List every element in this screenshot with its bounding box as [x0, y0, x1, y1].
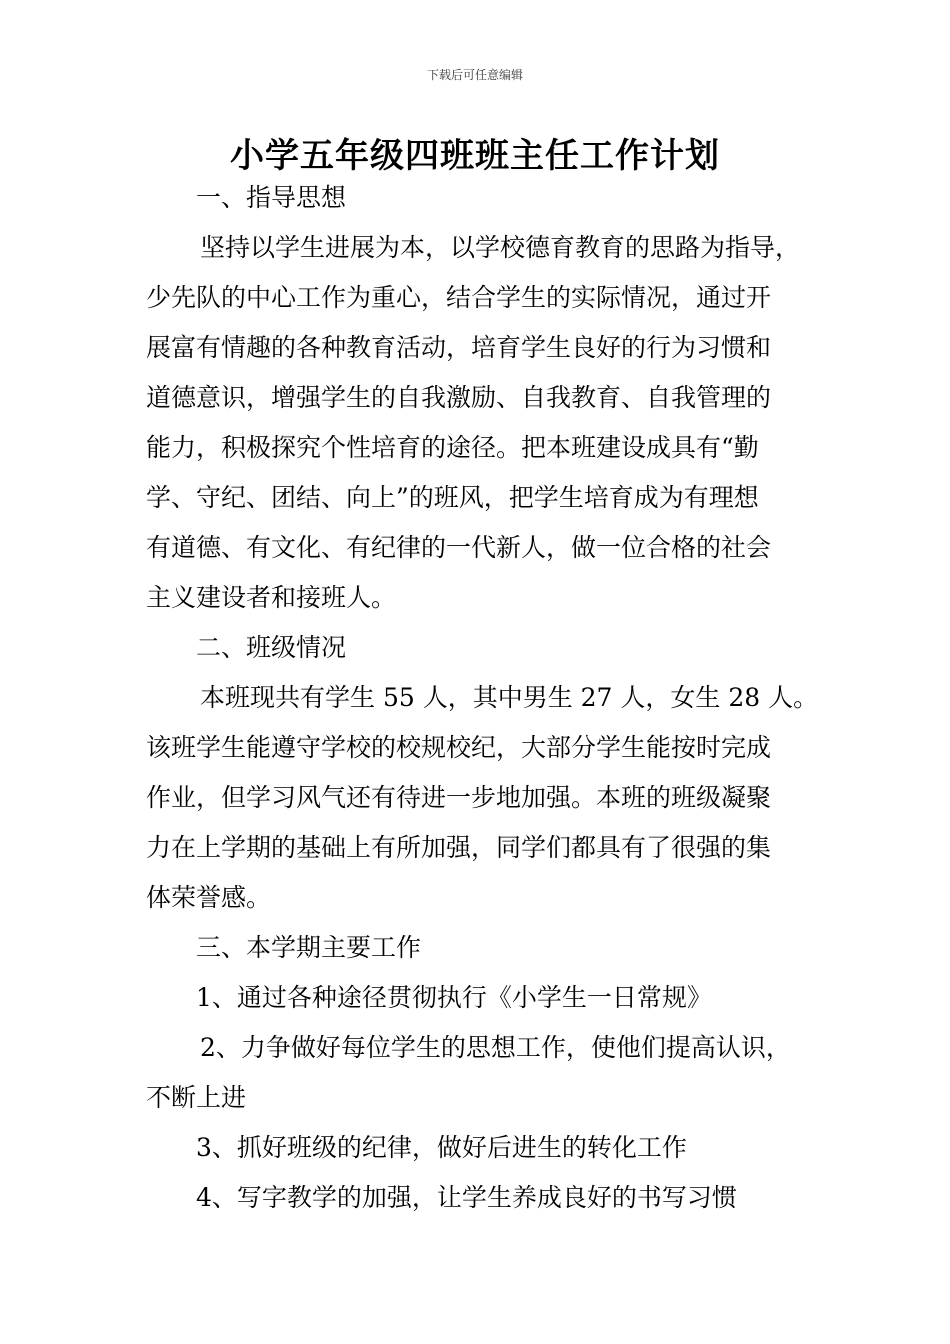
document-title: 小学五年级四班班主任工作计划 — [230, 136, 720, 176]
paragraph-line: 该班学生能遵守学校的校规校纪，大部分学生能按时完成 — [146, 733, 772, 762]
document-body — [146, 173, 836, 1223]
section-heading-main-work: 三、本学期主要工作 — [196, 933, 422, 962]
paragraph-line: 本班现共有学生 55 人，其中男生 27 人，女生 28 人。 — [200, 683, 819, 712]
list-item: 4、写字教学的加强，让学生养成良好的书写习惯 — [196, 1183, 737, 1212]
paragraph-line: 少先队的中心工作为重心，结合学生的实际情况，通过开 — [146, 283, 772, 312]
list-item: 1、通过各种途径贯彻执行《小学生一日常规》 — [196, 983, 712, 1012]
paragraph-line: 主义建设者和接班人。 — [146, 583, 397, 612]
paragraph-line: 学、守纪、团结、向上”的班风，把学生培育成为有理想 — [146, 483, 759, 512]
list-item-continuation: 不断上进 — [146, 1083, 247, 1112]
list-item: 3、抓好班级的纪律，做好后进生的转化工作 — [196, 1133, 687, 1162]
paragraph-line: 作业，但学习风气还有待进一步地加强。本班的班级凝聚 — [146, 783, 772, 812]
list-item: 2、力争做好每位学生的思想工作，使他们提高认识， — [200, 1033, 791, 1062]
paragraph-line: 道德意识，增强学生的自我激励、自我教育、自我管理的 — [146, 383, 772, 412]
page-header-note: 下载后可任意编辑 — [426, 68, 523, 82]
paragraph-line: 展富有情趣的各种教育活动，培育学生良好的行为习惯和 — [146, 333, 772, 362]
paragraph-line: 力在上学期的基础上有所加强，同学们都具有了很强的集 — [146, 833, 772, 862]
paragraph-line: 能力，积极探究个性培育的途径。把本班建设成具有“勤 — [146, 433, 759, 462]
paragraph-line: 有道德、有文化、有纪律的一代新人，做一位合格的社会 — [146, 533, 772, 562]
section-heading-guiding-thought: 一、指导思想 — [196, 183, 347, 212]
paragraph-line: 体荣誉感。 — [146, 883, 272, 912]
section-heading-class-situation: 二、班级情况 — [196, 633, 347, 662]
paragraph-line: 坚持以学生进展为本，以学校德育教育的思路为指导， — [200, 233, 801, 262]
